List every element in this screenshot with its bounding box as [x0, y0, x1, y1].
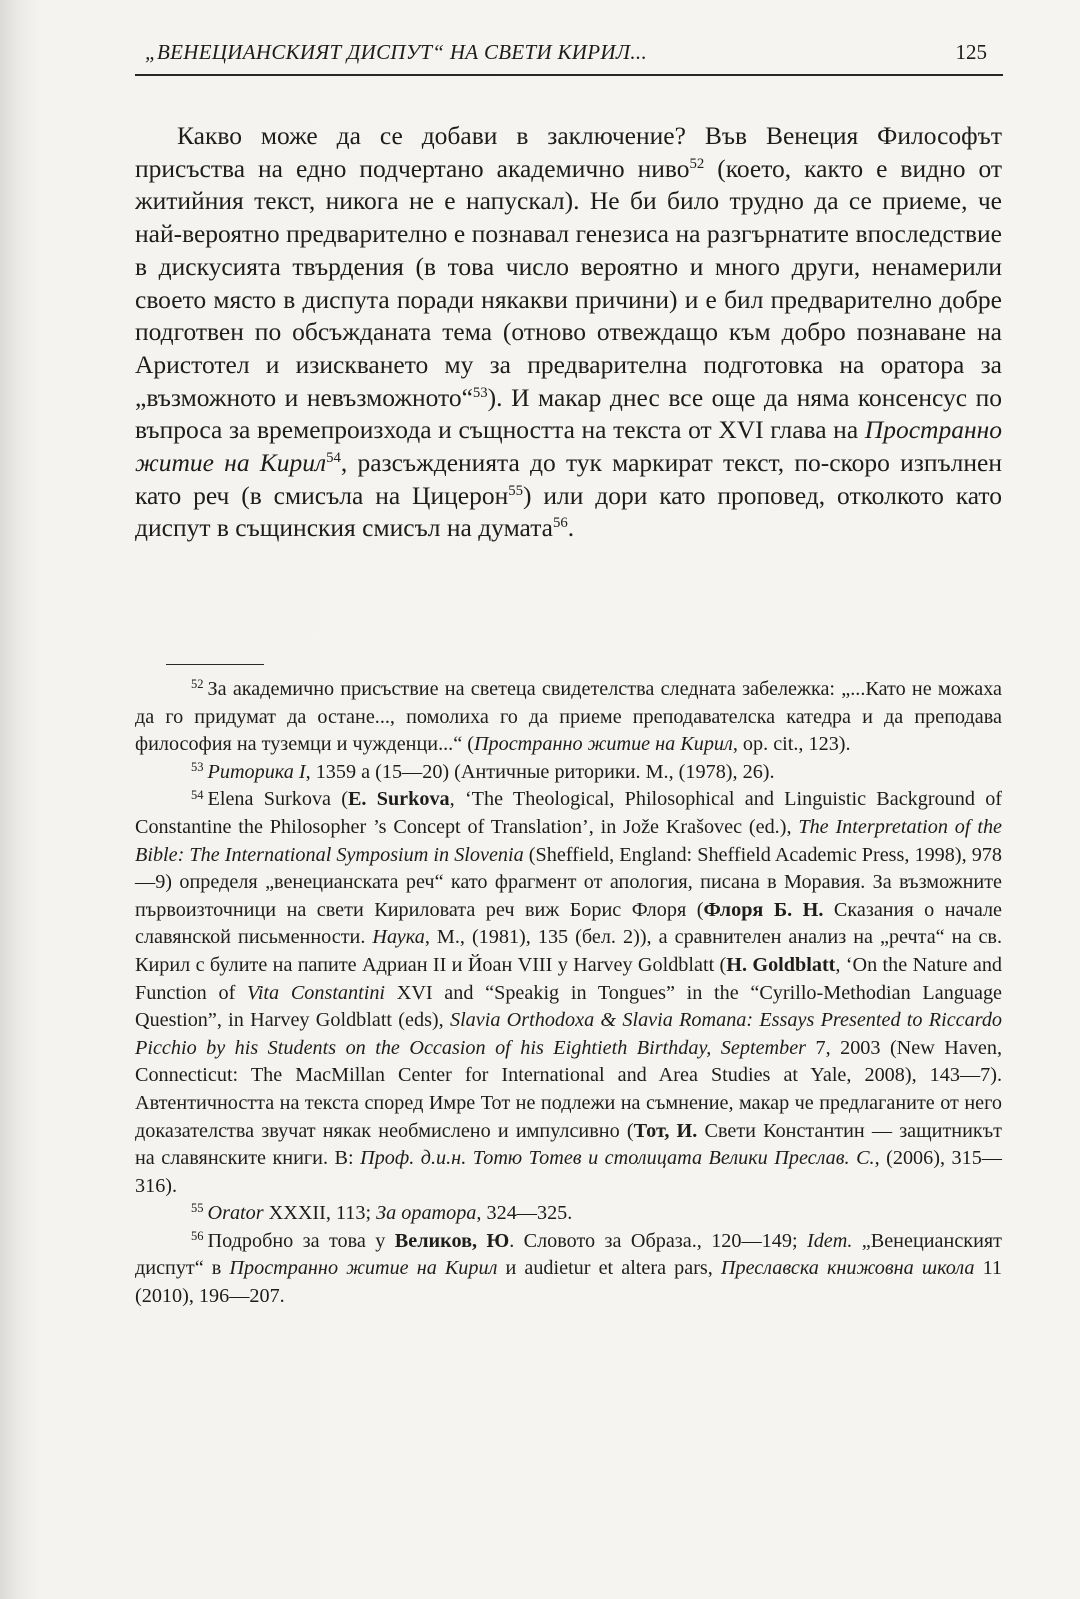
footnote-text: Подробно за това у — [207, 1229, 395, 1252]
body-text: (което, както е видно от житийния текст, никога не е напускал). Не би било трудно да се приеме, че най-вероятно предварително е познавал генезиса на разгърнатите впоследствие в дискусията твърдения (в това число вероятно и много други, ненамерили своето място в диспута поради някакви причини) и е бил предварително добре подготвен по обсъжданата тема (отново отвеждащо към добро познаване на Аристотел и изискването му за предварителна подготовка на оратора за „възможното и невъзможното“ — [135, 153, 1003, 412]
footnote-text: , 1359 a (15—20) (Античные риторики. М., (1978), 26). — [305, 760, 775, 783]
footnote-56 — [135, 1228, 1002, 1311]
footnote-text: 7, 2003 (New Haven, Connecticut: The MacMillan Center for International and Area Studies at Yale, 2008), 143—7). Автентичността на текста според Имре Тот не подлежи на съмнение, макар че предлаганите от него доказателства звучат някак необмислено и импулсивно ( — [135, 1036, 1003, 1142]
footnote-number: 55 — [191, 1201, 204, 1216]
author-name: E. Surkova — [347, 788, 450, 811]
footnote-number: 52 — [191, 677, 204, 692]
footnote-text: XVI and “Speakig in Tongues” in the “Cyrillo-Methodian Language Question”, in Harvey Goldblatt (eds), — [135, 981, 1002, 1032]
work-title: Пространно житие на Кирил — [135, 415, 1002, 478]
work-title: Idem. — [806, 1229, 853, 1252]
author-name: H. Goldblatt — [726, 953, 836, 976]
footnote-53 — [135, 759, 1002, 787]
body-text: . — [567, 513, 575, 543]
main-text — [135, 120, 1002, 545]
footnote-text: , op. cit., 123). — [732, 733, 851, 756]
footnote-ref-53: 53 — [472, 384, 488, 401]
footnote-text: Сказания о начале славянской письменности. — [135, 898, 1002, 949]
footnote-52 — [135, 676, 1002, 759]
work-title: Slavia Orthodoxa & Slavia Romana: Essays Presented to Riccardo Picchio by his Students on the Occasion of his Eightieth Birthday, September — [135, 1009, 1003, 1059]
footnote-text: и audietur et altera pars, — [497, 1257, 721, 1280]
footnote-54 — [135, 786, 1002, 1200]
footnote-separator — [166, 664, 264, 665]
work-title: Vita Constantini — [246, 981, 386, 1004]
author-name: Флоря Б. Н. — [703, 898, 824, 921]
body-paragraph — [135, 120, 1002, 545]
author-name: Тот, И. — [633, 1119, 698, 1142]
footnote-text: , ‘The Theological, Philosophical and Linguistic Background of Constantine the Philosopher ’s Concept of Translation’, in Jože Krašovec (ed.), — [135, 788, 1003, 838]
footnote-text: За академично присъствие на светеца свидетелства следната забележка: „...Като не можаха да го придумат да остане..., помолиха го да приеме преподавателска катедра и да преподава философия на туземци и чужденци...“ ( — [135, 678, 1002, 756]
work-title: The Interpretation of the Bible: The International Symposium in Slovenia — [135, 815, 1003, 866]
footnote-text: Свети Константин — защитникът на славянските книги. В: — [135, 1119, 1002, 1170]
footnote-ref-55: 55 — [508, 482, 523, 499]
footnote-number: 56 — [191, 1229, 204, 1243]
footnote-text: , ‘On the Nature and Function of — [135, 953, 1003, 1004]
body-text: ). И макар днес все още да няма консенсус по въпроса за времепроизхода и същността на текста от XVI глава на — [135, 382, 1002, 445]
body-text: ) или дори като проповед, отколкото като диспут в същинския смисъл на думата — [135, 480, 1002, 543]
footnote-text: „Венецианският диспут“ в — [135, 1229, 1002, 1280]
footnote-text: . Словото за Образа., 120—149; — [509, 1229, 807, 1252]
body-text: , разсъжденията до тук маркират текст, по-скоро изпълнен като реч (в смисъла на Цицерон — [135, 448, 1002, 510]
footnote-text: , М., (1981), 135 (бел. 2)), а сравнителен анализ на „речта“ на св. Кирил с булите на папите Адриан II и Йоан VIII у Harvey Goldblatt ( — [135, 926, 1002, 976]
work-title: Преславска книжовна школа — [720, 1257, 975, 1280]
footnote-text: 11 (2010), 196—207. — [135, 1257, 1003, 1308]
body-text: Какво може да се добави в заключение? Във Венеция Философът присъства на едно подчертано академично ниво — [135, 121, 1002, 183]
work-title: Пространно житие на Кирил — [473, 733, 733, 756]
running-header — [135, 40, 1003, 76]
footnote-text: Elena Surkova ( — [207, 788, 348, 811]
footnote-ref-52: 52 — [689, 155, 705, 172]
footnote-ref-56: 56 — [553, 515, 568, 532]
footnote-text: (Sheffield, England: Sheffield Academic Press, 1998), 978—9) определя „венецианската реч“ като фрагмент от апология, писана в Моравия. За възможните първоизточници на свети Кириловата реч виж Борис Флоря ( — [135, 843, 1002, 921]
footnote-text: , 324—325. — [476, 1202, 573, 1225]
footnote-number: 53 — [191, 759, 204, 774]
footnote-55 — [135, 1200, 1002, 1228]
running-title: „ВЕНЕЦИАНСКИЯТ ДИСПУТ“ НА СВЕТИ КИРИЛ... — [145, 40, 648, 64]
work-title: За оратора — [376, 1202, 477, 1225]
footnote-text: , (2006), 315—316). — [135, 1147, 1002, 1197]
footnote-text: XXXII, 113; — [263, 1202, 377, 1225]
work-title: Проф. д.и.н. Тотю Тотев и столицата Велики Преслав. С. — [360, 1147, 875, 1170]
work-title: Orator — [207, 1202, 264, 1225]
work-title: Риторика I — [207, 760, 306, 783]
page-number: 125 — [955, 40, 987, 64]
footnotes — [135, 676, 1002, 1311]
author-name: Великов, Ю — [394, 1229, 510, 1252]
work-title: Наука — [372, 926, 425, 949]
work-title: Пространно житие на Кирил — [229, 1257, 498, 1280]
footnote-number: 54 — [191, 787, 204, 802]
footnote-ref-54: 54 — [326, 450, 341, 467]
